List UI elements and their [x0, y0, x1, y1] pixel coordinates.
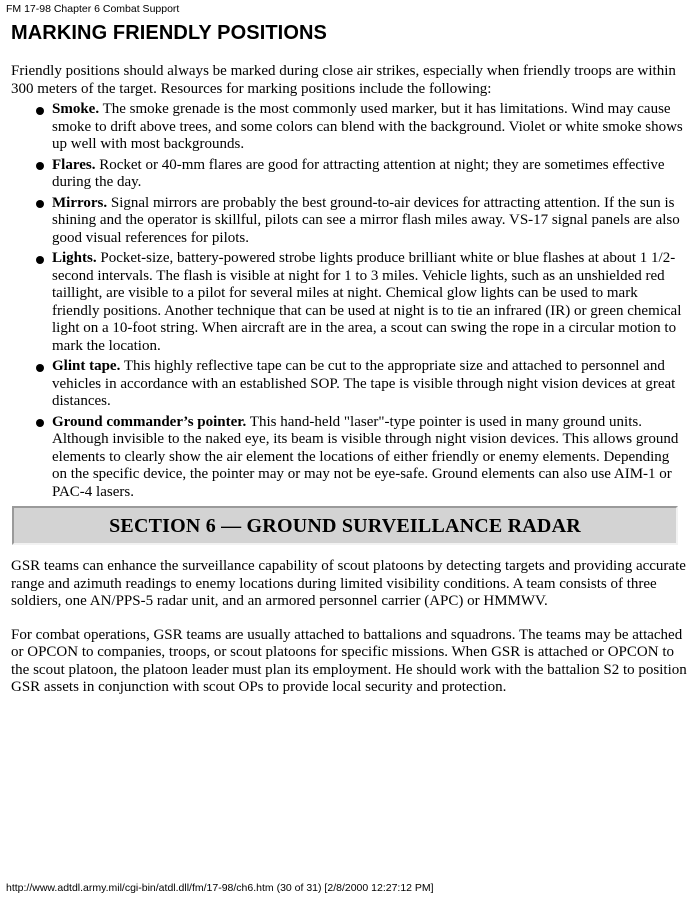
running-header: FM 17-98 Chapter 6 Combat Support — [6, 3, 180, 15]
list-item-term: Ground commander’s pointer. — [52, 413, 247, 430]
bullet-icon — [36, 419, 44, 427]
list-item-glint-tape — [11, 358, 687, 411]
list-item-term: Flares. — [52, 156, 96, 173]
running-footer: http://www.adtdl.army.mil/cgi-bin/atdl.dll/fm/17-98/ch6.htm (30 of 31) [2/8/2000 12:27:12 PM] — [6, 882, 434, 894]
list-item-text: The smoke grenade is the most commonly used marker, but it has limitations. Wind may cause smoke to drift above trees, and some colors can blend with the background. Violet or white smoke shows up well with most backgrounds. — [52, 101, 683, 152]
bullet-icon — [36, 107, 44, 115]
list-item-term: Lights. — [52, 250, 97, 266]
list-item-text: Pocket-size, battery-powered strobe lights produce brilliant white or blue flashes at about 1 1/2-second intervals. The flash is visible at night for 1 to 3 miles. Vehicle lights, such as an unshielded red taillight, are visible to a pilot for several miles at night. Chemical glow lights can be used to mark friendly positions. Another technique that can be used at night is to tie an infrared (IR) or green chemical light on a 10-foot string. When aircraft are in the area, a scout can swing the rope in a circular motion to mark the location. — [52, 250, 682, 354]
list-item-ground-commanders-pointer — [11, 414, 687, 502]
list-item-term: Mirrors. — [52, 194, 108, 211]
list-item-lights — [11, 250, 687, 355]
page-title: MARKING FRIENDLY POSITIONS — [11, 22, 327, 44]
list-item-term: Glint tape. — [52, 358, 121, 374]
list-item-mirrors — [11, 195, 687, 248]
list-item-text: Rocket or 40-mm flares are good for attracting attention at night; they are sometimes effective during the day. — [52, 156, 665, 190]
section-banner — [12, 506, 678, 545]
gsr-paragraph-1: GSR teams can enhance the surveillance capability of scout platoons by detecting targets and providing accurate range and azimuth readings to enemy locations during limited visibility conditions. A team consists of three soldiers, one AN/PPS-5 radar unit, and an armored personnel carrier (APC) or HMMWV. — [11, 558, 686, 609]
list-item-term: Smoke. — [52, 101, 100, 117]
bullet-icon — [36, 364, 44, 372]
list-item-text: This highly reflective tape can be cut to the appropriate size and attached to personnel and vehicles in accordance with an established SOP. The tape is visible through night vision devices at great distances. — [52, 358, 676, 409]
gsr-paragraph-2: For combat operations, GSR teams are usually attached to battalions and squadrons. The teams may be attached or OPCON to companies, troops, or scout platoons for specific missions. When GSR is attached or OPCON to the scout platoon, the platoon leader must plan its employment. He should work with the battalion S2 to position GSR assets in conjunction with scout OPs to provide local security and protection. — [11, 626, 687, 695]
intro-paragraph: Friendly positions should always be marked during close air strikes, especially when friendly troops are within 300 meters of the target. Resources for marking positions include the following: — [11, 63, 676, 97]
bullet-icon — [36, 256, 44, 264]
section-heading: SECTION 6 — GROUND SURVEILLANCE RADAR — [109, 514, 581, 537]
list-item-flares — [11, 157, 687, 192]
bullet-icon — [36, 200, 44, 208]
marking-resources-list — [11, 101, 687, 501]
document-body — [11, 63, 687, 697]
bullet-icon — [36, 162, 44, 170]
list-item-smoke — [11, 101, 687, 154]
list-item-text: Signal mirrors are probably the best ground-to-air devices for attracting attention. If the sun is shining and the operator is skillful, pilots can see a mirror flash miles away. VS-17 signal panels are also good visual references for pilots. — [52, 194, 680, 246]
list-item-text: This hand-held "laser"-type pointer is used in many ground units. Although invisible to the naked eye, its beam is visible through night vision devices. This allows ground elements to clearly show the air element the locations of either friendly or enemy elements. Depending on the specific device, the pointer may or may not be eye-safe. Ground elements can also use AIM-1 or PAC-4 lasers. — [52, 413, 679, 500]
